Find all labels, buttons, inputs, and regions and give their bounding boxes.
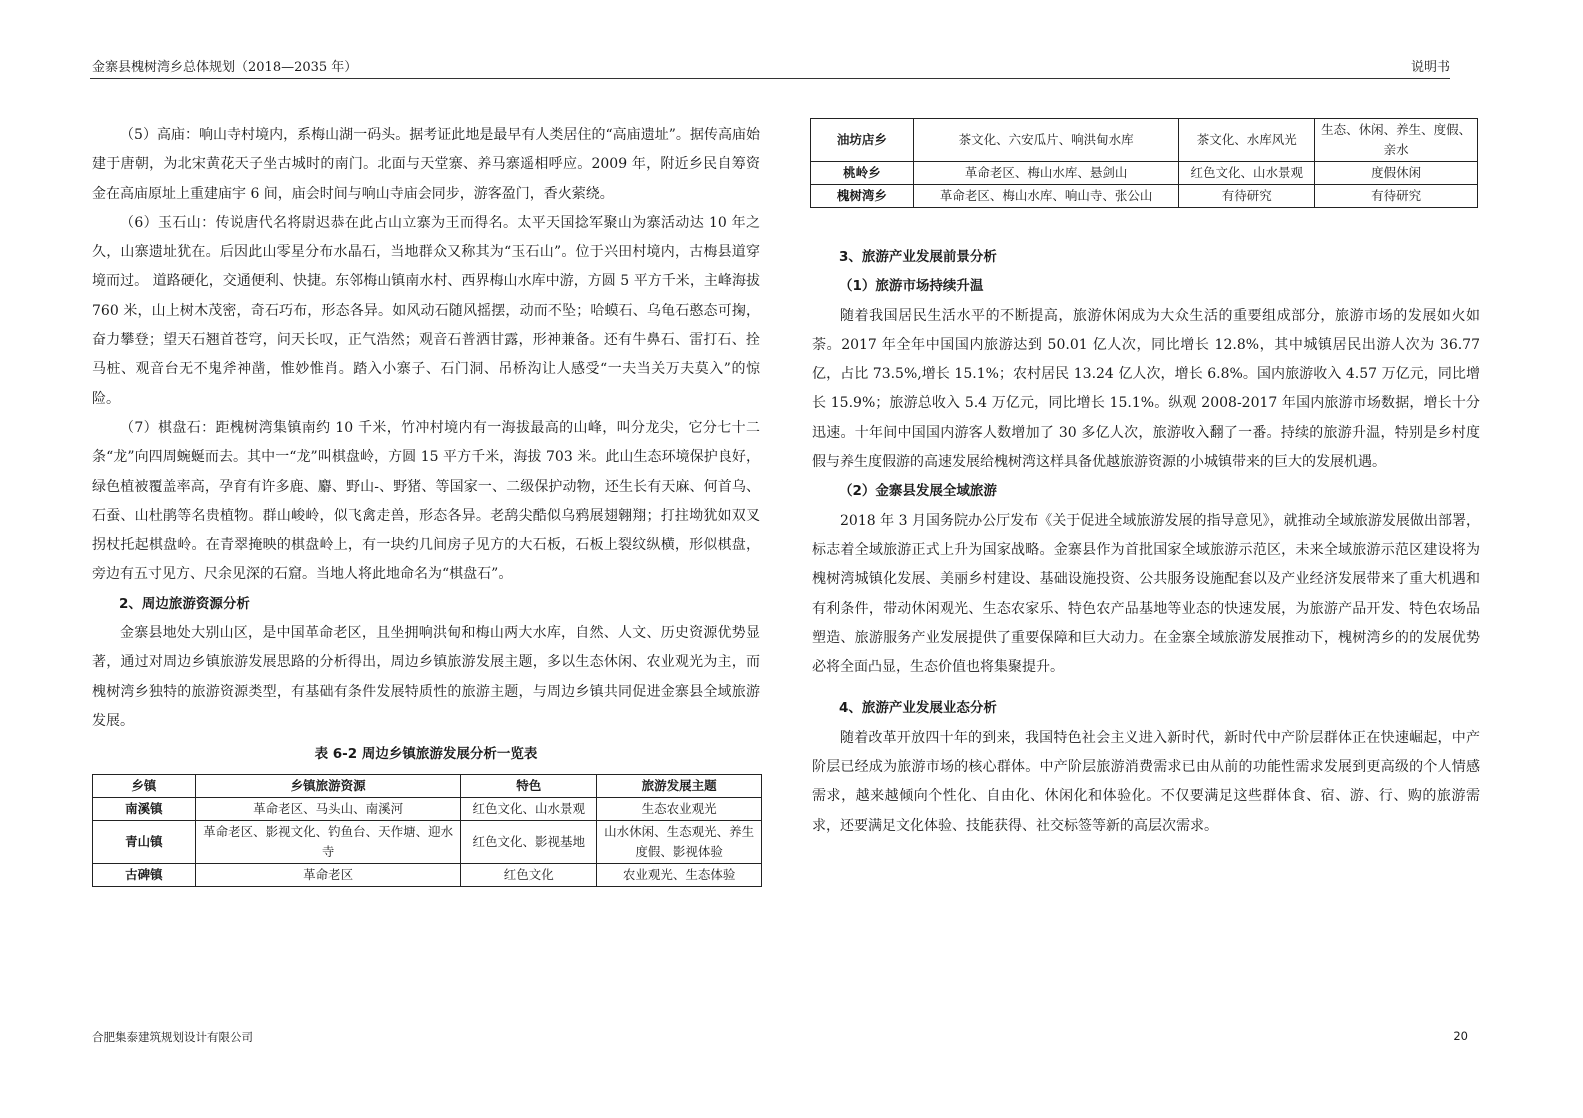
paragraph-yushishan: （6）玉石山：传说唐代名将尉迟恭在此占山立寨为王而得名。太平天国捻军聚山为寨活动达 10 年之久，山寨遗址犹在。后因此山零星分布水晶石，当地群众又称其为“玉石山”。位于兴田村境内，古梅县道穿境而过。 道路硬化，交通便利、快捷。东邻梅山镇南水村、西界梅山水库中游，方圆 5 平方千米，主峰海拔 760 米，山上树木茂密，奇石巧布，形态各异。如风动石随风摇摆，动而不坠；哈蟆石、乌龟石憨态可掬，奋力攀登；望天石翘首苍穹，问天长叹，正气浩然；观音石普洒甘露，形神兼备。还有牛鼻石、雷打石、拴马桩、观音台无不鬼斧神凿，惟妙惟肖。踏入小寨子、石门洞、吊桥沟让人感受“一夫当关万夫莫入”的惊险。 xyxy=(92,214,760,407)
table-header-row xyxy=(93,774,762,797)
section-heading-2: 2、周边旅游资源分析 xyxy=(119,595,250,612)
table-cell: 红色文化、山水景观 xyxy=(461,797,597,820)
paragraph-qipanshi: （7）棋盘石：距槐树湾集镇南约 10 千米，竹冲村境内有一海拔最高的山峰，叫分龙尖，它分七十二条“龙”向四周蜿蜒而去。其中一“龙”叫棋盘岭，方圆 15 平方千米，海拔 703 米。此山生态环境保护良好，绿色植被覆盖率高，孕育有许多鹿、麝、野山-、野猪、等国家一、二级保护动物，还生长有天麻、何首乌、石蚕、山杜鹃等名贵植物。群山峻岭，似飞禽走兽，形态各异。老鸹尖酷似乌鸦展翅翱翔；打拄坳犹如双叉拐杖托起棋盘岭。在青翠掩映的棋盘岭上，有一块约几间房子见方的大石板，石板上裂纹纵横，形似棋盘，旁边有五寸见方、尺余见深的石窟。当地人将此地命名为“棋盘石”。 xyxy=(92,419,760,583)
table-cell: 生态、休闲、养生、度假、亲水 xyxy=(1315,119,1478,162)
table-caption: 表 6-2 周边乡镇旅游发展分析一览表 xyxy=(314,746,538,763)
table-cell-town: 古碑镇 xyxy=(93,863,196,886)
table-cell-town: 南溪镇 xyxy=(93,797,196,820)
subsection-heading-market: （1）旅游市场持续升温 xyxy=(839,278,984,295)
paragraph-all-region-tourism: 2018 年 3 月国务院办公厅发布《关于促进全域旅游发展的指导意见》，就推动全域旅游发展做出部署，标志着全域旅游正式上升为国家战略。金寨县作为首批国家全域旅游示范区，未来全域旅游示范区建设将为槐树湾城镇化发展、美丽乡村建设、基础设施投资、公共服务设施配套以及产业经济发展带来了重大机遇和有利条件，带动休闲观光、生态农家乐、特色农产品基地等业态的快速发展，为旅游产品开发、特色农场品塑造、旅游服务产业发展提供了重要保障和巨大动力。在金寨全域旅游发展推动下，槐树湾乡的的发展优势必将全面凸显，生态价值也将集聚提升。 xyxy=(812,512,1480,676)
left-column xyxy=(92,121,760,887)
table-row xyxy=(93,820,762,863)
table-cell: 有待研究 xyxy=(1179,185,1315,208)
paragraph-business-forms: 随着改革开放四十年的到来，我国特色社会主义进入新时代，新时代中产阶层群体正在快速崛起，中产阶层已经成为旅游市场的核心群体。中产阶层旅游消费需求已由从前的功能性需求发展到更高级的个人情感需求，越来越倾向个性化、自由化、休闲化和体验化。不仅要满足这些群体食、宿、游、行、购的旅游需求，还要满足文化体验、技能获得、社交标签等新的高层次需求。 xyxy=(812,729,1480,834)
table-cell: 农业观光、生态体验 xyxy=(597,863,762,886)
table-cell-town: 桃岭乡 xyxy=(811,162,914,185)
right-column xyxy=(812,243,1480,841)
table-cell-town: 槐树湾乡 xyxy=(811,185,914,208)
paragraph-market-growth: 随着我国居民生活水平的不断提高，旅游休闲成为大众生活的重要组成部分，旅游市场的发展如火如荼。2017 年全年中国国内旅游达到 50.01 亿人次，同比增长 12.8%，其中城镇居民出游人次为 36.77 亿，占比 73.5%,增长 15.1%；农村居民 13.24 亿人次，增长 6.8%。国内旅游收入 4.57 万亿元，同比增长 15.9%；旅游总收入 5.4 万亿元，同比增长 15.1%。纵观 2008-2017 年国内旅游市场数据，增长十分迅速。十年间中国国内游客人数增加了 30 多亿人次，旅游收入翻了一番。持续的旅游升温，特别是乡村度假与养生度假游的高速发展给槐树湾这样具备优越旅游资源的小城镇带来的巨大的发展机遇。 xyxy=(812,307,1480,471)
header-divider xyxy=(90,78,1450,79)
table-header-cell: 特色 xyxy=(461,774,597,797)
paragraph-surrounding-resources: 金寨县地处大别山区，是中国革命老区，且坐拥响洪甸和梅山两大水库，自然、人文、历史资源优势显著，通过对周边乡镇旅游发展思路的分析得出，周边乡镇旅游发展主题，多以生态休闲、农业观光为主，而槐树湾乡独特的旅游资源类型，有基础有条件发展特质性的旅游主题，与周边乡镇共同促进金寨县全域旅游发展。 xyxy=(92,625,760,729)
table-cell: 革命老区、梅山水库、悬剑山 xyxy=(913,162,1179,185)
table-row xyxy=(93,797,762,820)
table-header-cell: 乡镇 xyxy=(93,774,196,797)
header-doc-type: 说明书 xyxy=(1410,60,1450,75)
table-cell: 生态农业观光 xyxy=(597,797,762,820)
table-cell: 茶文化、水库风光 xyxy=(1179,119,1315,162)
footer-company: 合肥集泰建筑规划设计有限公司 xyxy=(92,1030,253,1044)
table-cell: 有待研究 xyxy=(1315,185,1478,208)
table-cell: 山水休闲、生态观光、养生度假、影视体验 xyxy=(597,820,762,863)
table-row xyxy=(93,863,762,886)
section-heading-3: 3、旅游产业发展前景分析 xyxy=(839,249,997,265)
subsection-heading-all-region: （2）金寨县发展全域旅游 xyxy=(839,483,997,500)
table-cell: 红色文化、影视基地 xyxy=(461,820,597,863)
table-cell: 度假休闲 xyxy=(1315,162,1478,185)
towns-table-continued xyxy=(810,118,1478,208)
table-row xyxy=(811,119,1478,162)
table-cell-town: 青山镇 xyxy=(93,820,196,863)
section-heading-4: 4、旅游产业发展业态分析 xyxy=(839,700,997,717)
table-cell: 革命老区 xyxy=(195,863,461,886)
table-cell: 茶文化、六安瓜片、响洪甸水库 xyxy=(913,119,1179,162)
table-cell: 革命老区、梅山水库、响山寺、张公山 xyxy=(913,185,1179,208)
page-number: 20 xyxy=(1453,1029,1468,1043)
table-header-cell: 旅游发展主题 xyxy=(597,774,762,797)
table-cell: 红色文化、山水景观 xyxy=(1179,162,1315,185)
header-title: 金寨县槐树湾乡总体规划（2018—2035 年） xyxy=(92,60,358,75)
table-header-cell: 乡镇旅游资源 xyxy=(195,774,461,797)
table-cell-town: 油坊店乡 xyxy=(811,119,914,162)
table-cell: 革命老区、影视文化、钓鱼台、天作塘、迎水寺 xyxy=(195,820,461,863)
table-row xyxy=(811,185,1478,208)
table-cell: 红色文化 xyxy=(461,863,597,886)
paragraph-gaomiao: （5）高庙：响山寺村境内，系梅山湖一码头。据考证此地是最早有人类居住的“高庙遗址”。据传高庙始建于唐朝，为北宋黄花天子坐古城时的南门。北面与天堂寨、养马寨遥相呼应。2009 年，附近乡民自筹资金在高庙原址上重建庙宇 6 间，庙会时间与响山寺庙会同步，游客盈门，香火萦绕。 xyxy=(92,127,760,202)
table-row xyxy=(811,162,1478,185)
towns-table xyxy=(92,774,762,887)
table-cell: 革命老区、马头山、南溪河 xyxy=(195,797,461,820)
